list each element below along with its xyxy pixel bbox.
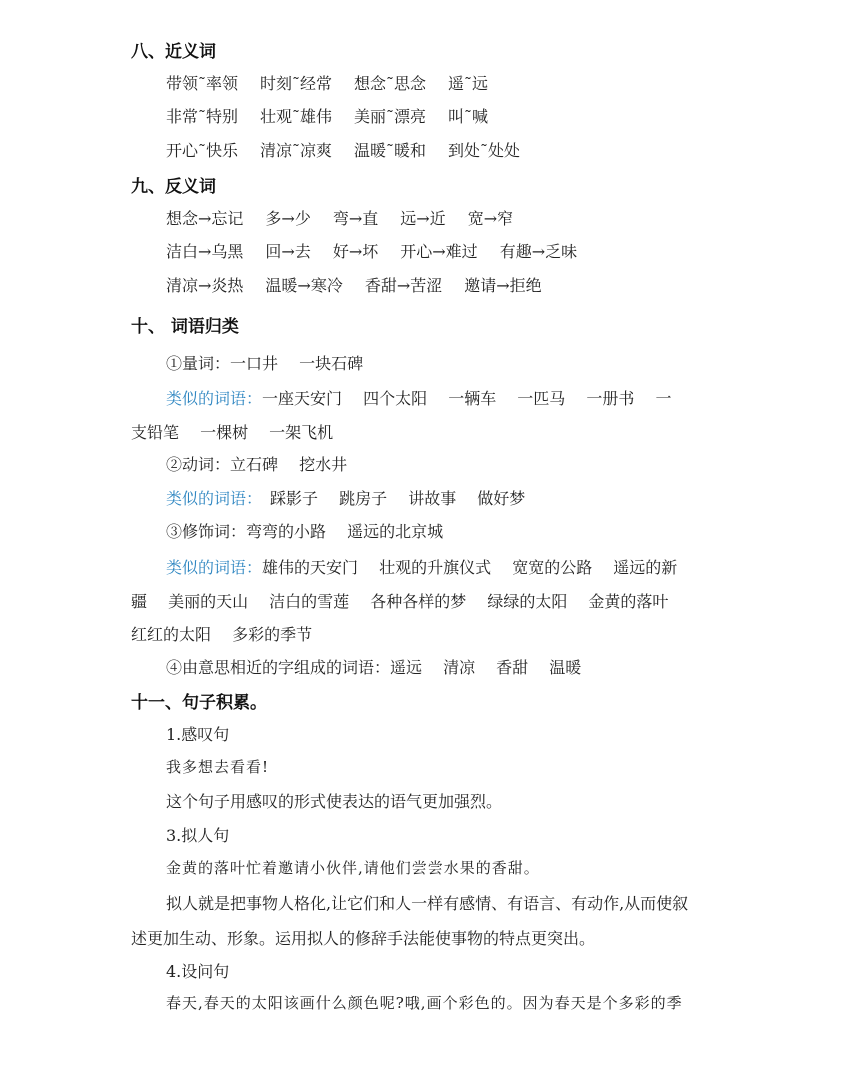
sentence-explanation-continuation: 述更加生动、形象。运用拟人的修辞手法能使事物的特点更突出。 <box>131 929 596 948</box>
synonym-pair: 遥˜远 <box>448 74 489 93</box>
sentence-explanation: 拟人就是把事物人格化,让它们和人一样有感情、有语言、有动作,从而使叙 <box>166 894 689 913</box>
synonym-pair: 温暖˜暖和 <box>354 141 427 160</box>
sentence-type-rhetorical-question: 4.设问句 <box>166 962 230 981</box>
synonym-pair: 开心˜快乐 <box>166 141 239 160</box>
sentence-explanation: 这个句子用感叹的形式使表达的语气更加强烈。 <box>166 792 503 811</box>
sentence-type-exclamatory: 1.感叹句 <box>166 725 230 744</box>
antonym-row <box>166 273 564 296</box>
antonym-pair: 有趣→乏味 <box>499 242 578 261</box>
synonym-pair: 时刻˜经常 <box>260 74 333 93</box>
antonym-pair: 清凉→炎热 <box>166 276 244 295</box>
antonym-pair: 弯→直 <box>332 209 379 228</box>
similar-words-continuation: 支铅笔 一棵树 一架飞机 <box>131 423 334 442</box>
similar-words-text: 一座天安门 四个太阳 一辆车 一匹马 一册书 一 <box>262 389 672 408</box>
section-heading-synonyms: 八、近义词 <box>131 42 216 62</box>
section-heading-word-classification: 十、 词语归类 <box>131 317 239 337</box>
antonym-pair: 邀请→拒绝 <box>464 276 542 295</box>
synonym-pair: 壮观˜雄伟 <box>260 107 333 126</box>
classification-item-modifiers: ③修饰词：弯弯的小路 遥远的北京城 <box>166 522 444 541</box>
example-sentence: 金黄的落叶忙着邀请小伙伴,请他们尝尝水果的香甜。 <box>166 859 540 877</box>
antonym-row <box>166 206 535 229</box>
antonym-pair: 好→坏 <box>332 242 379 261</box>
antonym-pair: 宽→窄 <box>467 209 514 228</box>
antonym-pair: 想念→忘记 <box>166 209 244 228</box>
classification-item-verbs: ②动词：立石碑 挖水井 <box>166 455 348 474</box>
similar-words-continuation: 红红的太阳 多彩的季节 <box>131 625 313 644</box>
similar-words-label: 类似的词语： <box>166 489 255 508</box>
synonym-row <box>166 71 510 94</box>
example-sentence: 春天,春天的太阳该画什么颜色呢?哦,画个彩色的。因为春天是个多彩的季 <box>166 994 683 1012</box>
antonym-pair: 远→近 <box>400 209 446 228</box>
similar-words-line <box>166 486 525 509</box>
similar-words-continuation: 疆 美丽的天山 洁白的雪莲 各种各样的梦 绿绿的太阳 金黄的落叶 <box>131 592 669 611</box>
synonym-pair: 到处˜处处 <box>448 141 521 160</box>
antonym-pair: 多→少 <box>265 209 311 228</box>
antonym-pair: 洁白→乌黑 <box>166 242 244 261</box>
classification-item-similar-characters: ④由意思相近的字组成的词语：遥远 清凉 香甜 温暖 <box>166 658 582 677</box>
antonym-pair: 开心→难过 <box>400 242 478 261</box>
synonym-row <box>166 104 510 127</box>
similar-words-label: 类似的词语： <box>166 558 263 577</box>
section-heading-sentence-accumulation: 十一、句子积累。 <box>131 693 267 713</box>
similar-words-line <box>166 386 671 409</box>
antonym-row <box>166 239 599 262</box>
synonym-pair: 非常˜特别 <box>166 107 239 126</box>
synonym-pair: 叫˜喊 <box>448 107 489 126</box>
synonym-pair: 带领˜率领 <box>166 74 239 93</box>
example-sentence: 我多想去看看! <box>166 758 270 776</box>
similar-words-line <box>166 555 677 578</box>
similar-words-label: 类似的词语： <box>166 389 263 408</box>
antonym-pair: 回→去 <box>265 242 311 261</box>
antonym-pair: 香甜→苦涩 <box>364 276 443 295</box>
similar-words-text: 踩影子 跳房子 讲故事 做好梦 <box>254 489 526 508</box>
synonym-pair: 美丽˜漂亮 <box>354 107 427 126</box>
sentence-type-personification: 3.拟人句 <box>166 826 230 845</box>
synonym-pair: 清凉˜凉爽 <box>260 141 333 160</box>
classification-item-measure-words: ①量词：一口井 一块石碑 <box>166 354 364 373</box>
synonym-pair: 想念˜思念 <box>354 74 427 93</box>
similar-words-text: 雄伟的天安门 壮观的升旗仪式 宽宽的公路 遥远的新 <box>262 558 678 577</box>
section-heading-antonyms: 九、反义词 <box>131 177 216 197</box>
antonym-pair: 温暖→寒冷 <box>265 276 343 295</box>
synonym-row <box>166 138 542 161</box>
